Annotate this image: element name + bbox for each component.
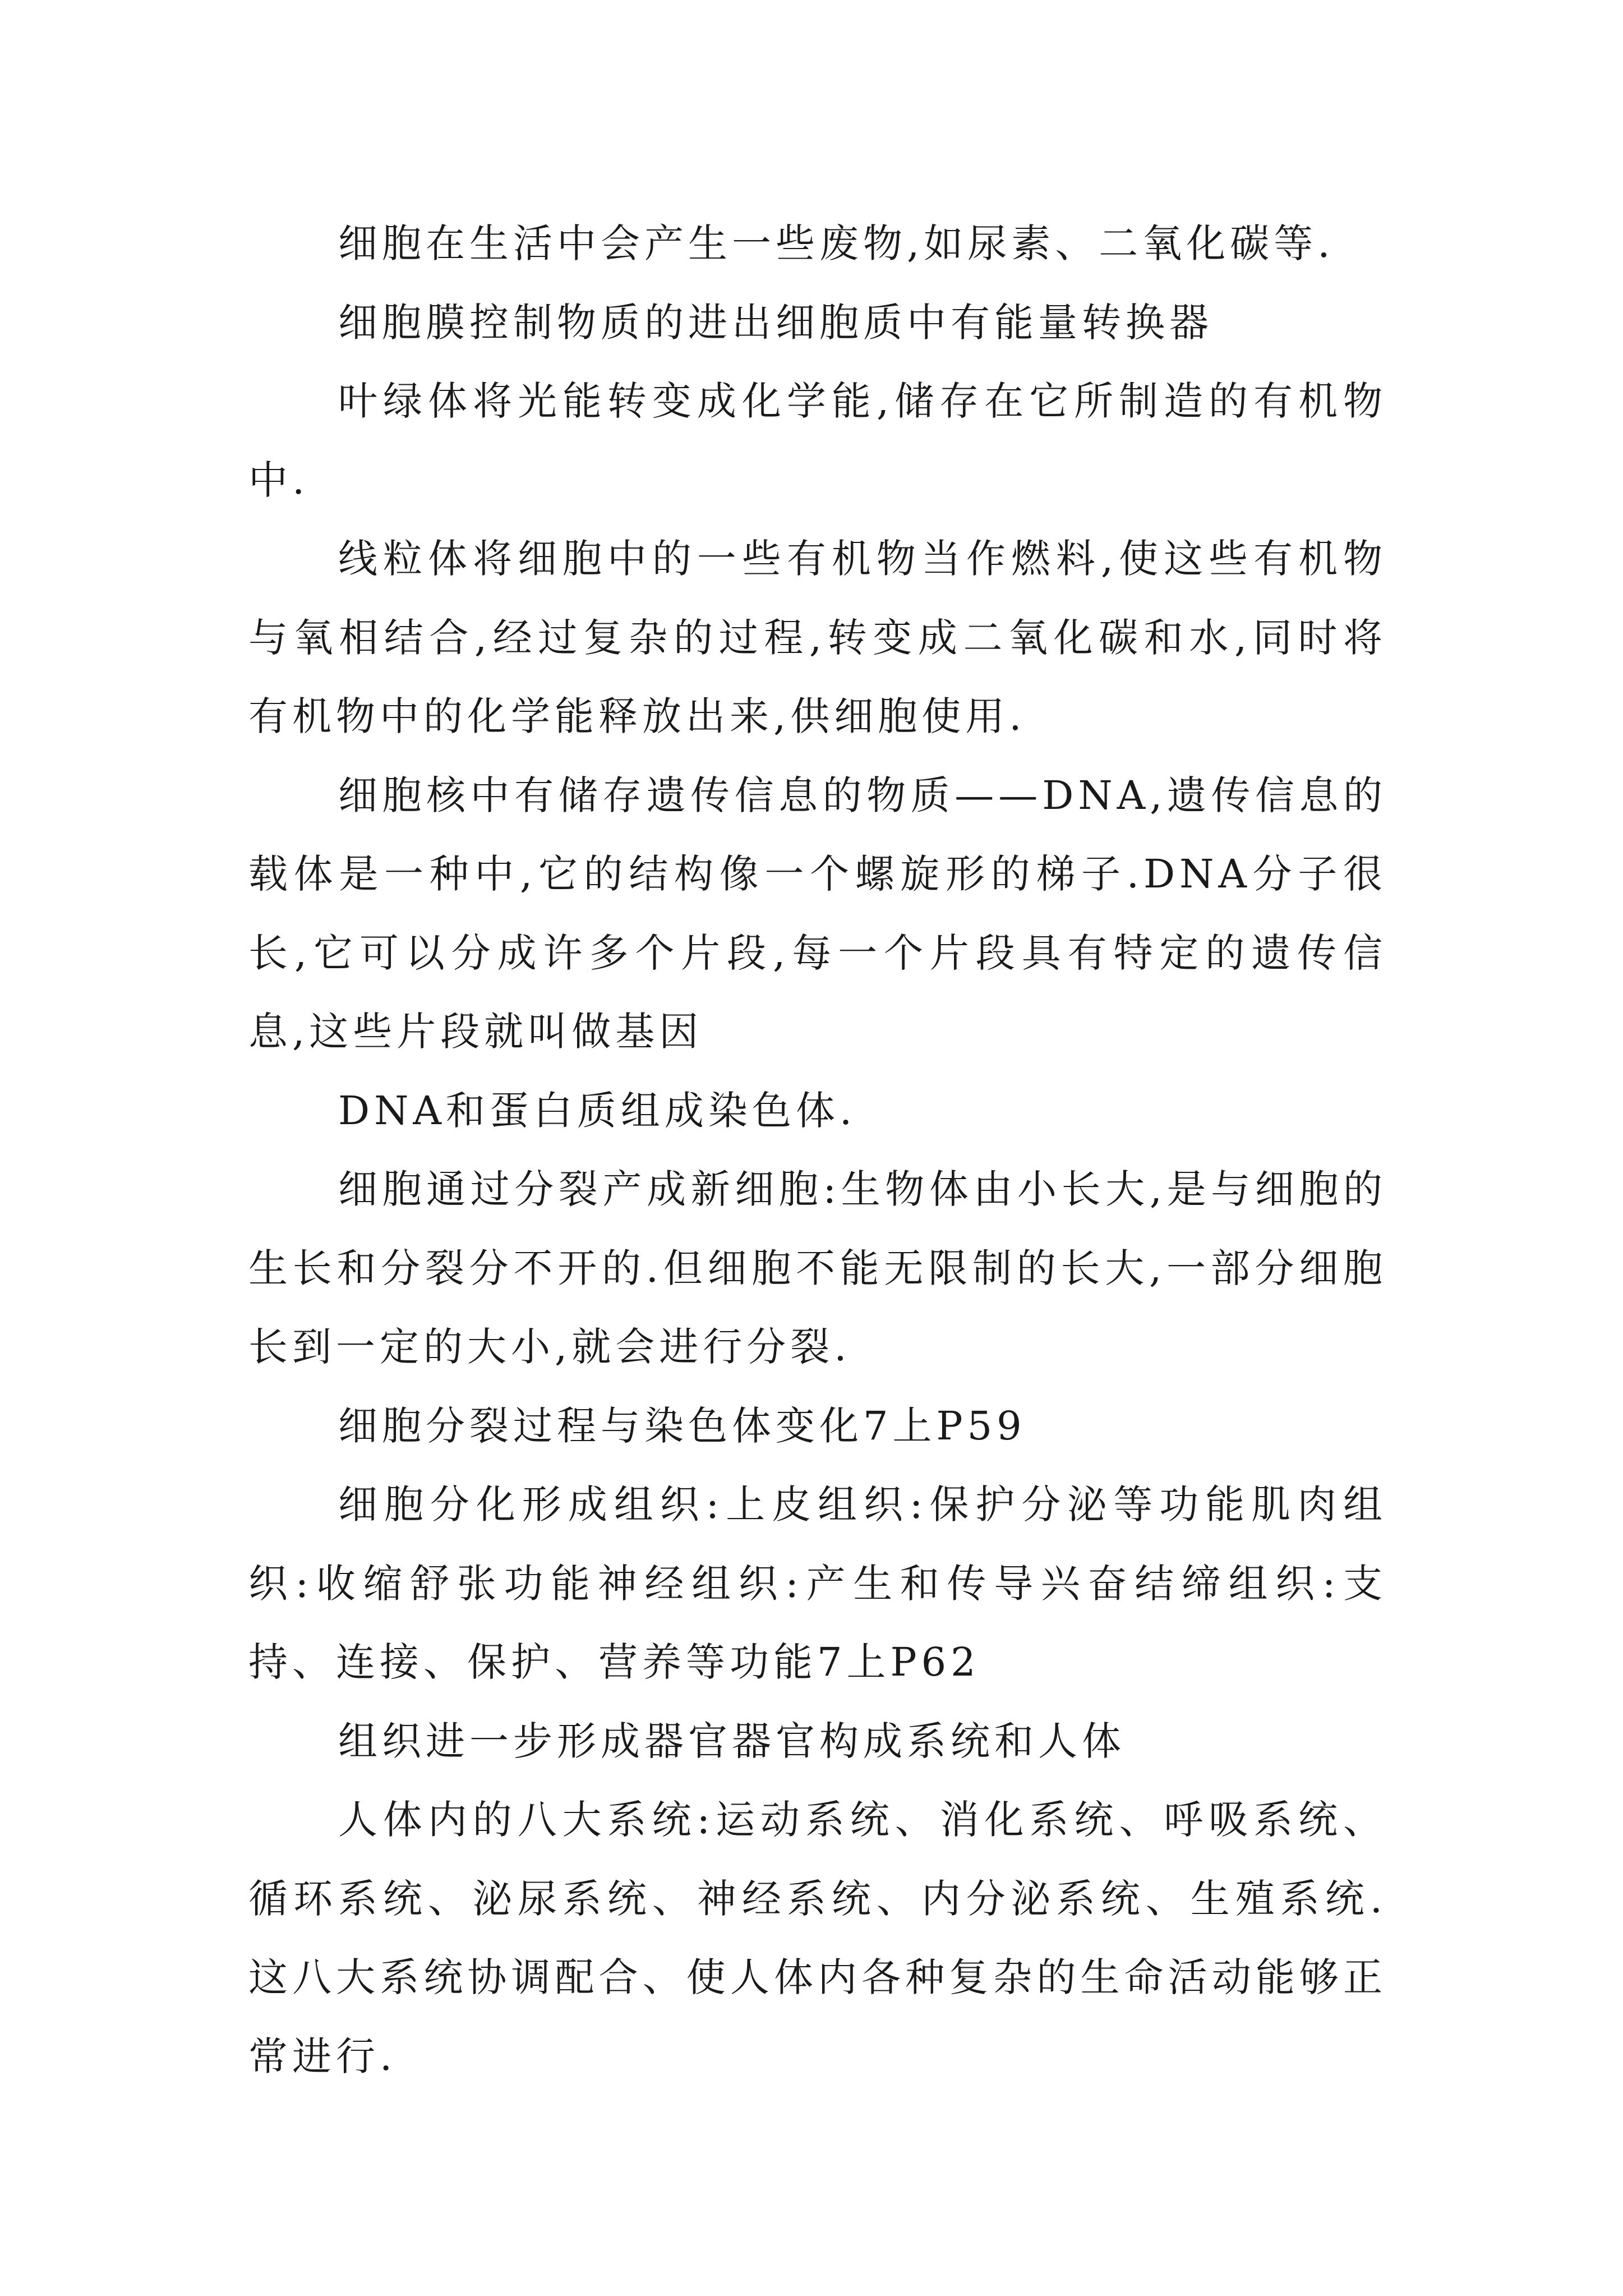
paragraph-organs: 组织进一步形成器官器官构成系统和人体: [338, 1718, 1126, 1764]
paragraph-body-systems: 人体内的八大系统:运动系统、消化系统、呼吸系统、循环系统、泌尿系统、神经系统、内分泌系统、生殖系统.这八大系统协调配合、使人体内各种复杂的生命活动能够正常进行.: [248, 1797, 1387, 2079]
paragraph-waste: 细胞在生活中会产生一些废物,如尿素、二氧化碳等.: [338, 220, 1335, 266]
paragraph-cell-division: 细胞通过分裂产成新细胞:生物体由小长大,是与细胞的生长和分裂分不开的.但细胞不能无限制的长大,一部分细胞长到一定的大小,就会进行分裂.: [248, 1166, 1387, 1370]
paragraph-mitochondria: 线粒体将细胞中的一些有机物当作燃料,使这些有机物与氧相结合,经过复杂的过程,转变成二氧化碳和水,同时将有机物中的化学能释放出来,供细胞使用.: [248, 536, 1387, 739]
paragraph-nucleus-dna: 细胞核中有储存遗传信息的物质——DNA,遗传信息的载体是一种中,它的结构像一个螺旋形的梯子.DNA分子很长,它可以分成许多个片段,每一个片段具有特定的遗传信息,这些片段就叫做基因: [248, 772, 1387, 1055]
body-text: [248, 204, 1387, 2096]
paragraph-division-reference: 细胞分裂过程与染色体变化7上P59: [338, 1402, 1026, 1449]
paragraph-chloroplast: 叶绿体将光能转变成化学能,储存在它所制造的有机物中.: [248, 378, 1387, 503]
paragraph-tissues: 细胞分化形成组织:上皮组织:保护分泌等功能肌肉组织:收缩舒张功能神经组织:产生和传导兴奋结缔组织:支持、连接、保护、营养等功能7上P62: [248, 1481, 1387, 1685]
paragraph-cell-membrane: 细胞膜控制物质的进出细胞质中有能量转换器: [338, 299, 1213, 346]
paragraph-chromosome: DNA和蛋白质组成染色体.: [338, 1087, 857, 1134]
